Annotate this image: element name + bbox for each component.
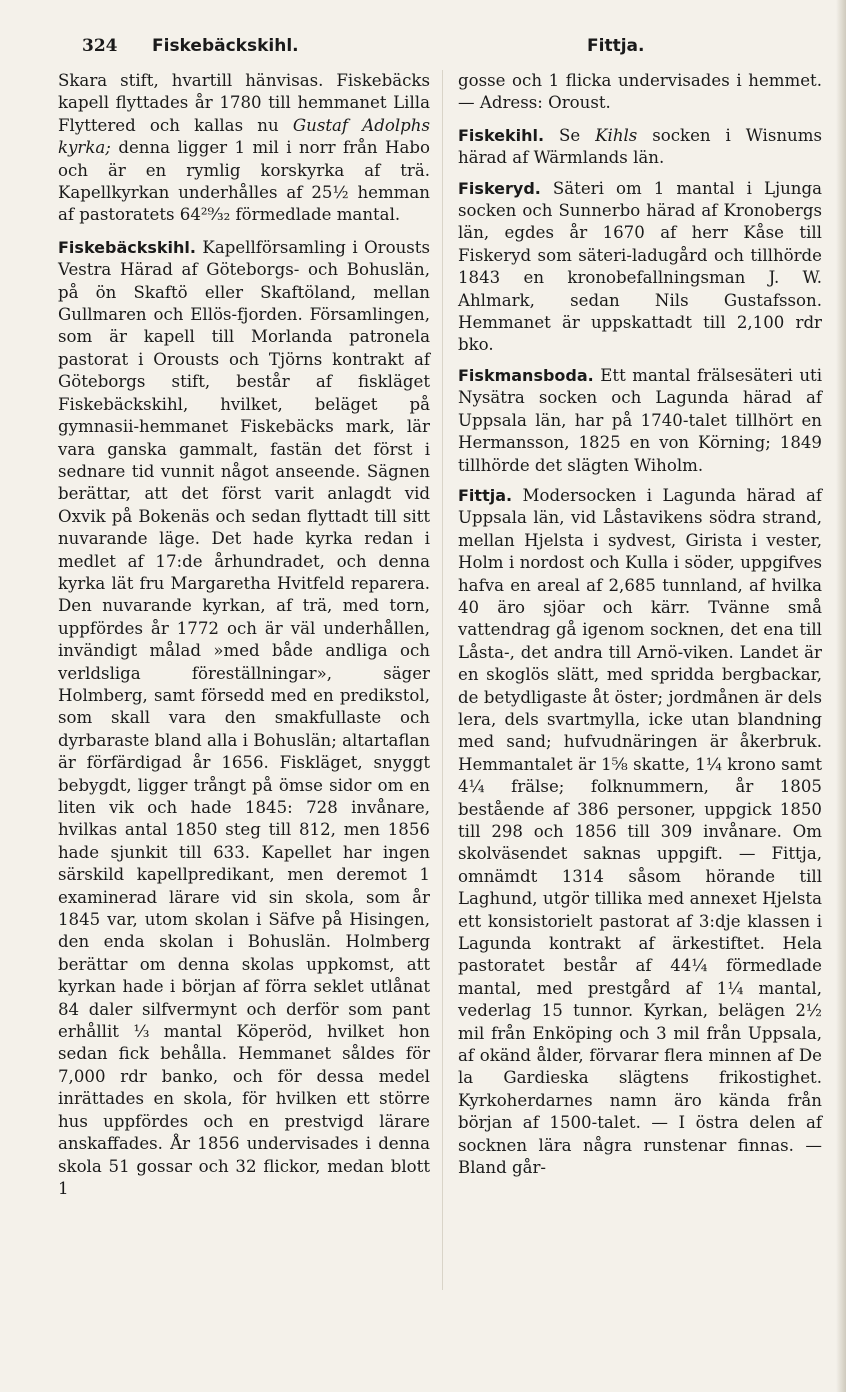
continued-paragraph: gosse och 1 flicka undervisades i hemmet. — Adress: Oroust. — [458, 71, 822, 113]
church-name: Gustaf Adolphs kyrka; — [58, 115, 430, 158]
page-edge-shadow — [836, 0, 846, 1392]
entry-headword: Fiskeryd. — [458, 178, 541, 198]
entry-body: Kapellförsamling i Orousts Vestra Härad af Göteborgs- och Bohuslän, på ön Skaftö eller Skaftöland, mellan Gullmaren och Ellös-fjorden. Församlingen, som är kapell till Morlanda patronela pastorat i Orousts och Tjörns kontrakt af Göteborgs stift, består af fiskläget Fiskebäckskihl, hvilket, beläget på gymnasii-hemmanet Fiskebäcks mark, lär vara ganska gammalt, fastän det först i sednare tid vunnit något anseende. Sägnen berättar, att det först varit anlagdt vid Oxvik på Bokenäs och sedan flyttadt till sitt nuvarande läge. Det hade kyrka redan i medlet af 17:de århundradet, och denna kyrka lät fru Margaretha Hvitfeld reparera. Den nuvarande kyrkan, af trä, med torn, uppfördes år 1772 och är väl underhållen, invändigt målad »med både andliga och verldsliga föreställningar», säger Holmberg, samt försedd med en predikstol, som skall vara den smakfullaste och dyrbaraste bland alla i Bohuslän; altartaflan är förfärdigad år 1656. Fiskläget, snyggt bebygdt, ligger trångt på ömse sidor om en liten vik och hade 1845: 728 invånare, hvilkas antal 1850 steg till 812, men 1856 hade sjunkit till 633. Kapellet har ingen särskild kapellpredikant, men deremot 1 examinerad lärare vid sin skola, som år 1845 var, utom skolan i Säfve på Hisingen, den enda skolan i Bohuslän. Holmberg berättar om denna skolas uppkomst, att kyrkan hade i början af förra seklet utlånat 84 daler silfvermynt och derför som pant erhållit ⅓ mantal Köperöd, hvilket hon sedan fick behålla. Hemmanet såldes för 7,000 rdr banko, och för dessa medel inrättades en skola, för hvilken ett större hus uppfördes och en prestvigd lärare anskaffades. År 1856 undervisades i denna skola 51 gossar och 32 flickor, medan blott 1 — [58, 237, 430, 1198]
left-column — [58, 70, 430, 1208]
entry-headword: Fiskmansboda. — [458, 365, 594, 385]
column-divider — [442, 70, 443, 1290]
entry-body: Modersocken i Lagunda härad af Uppsala län, vid Låstavikens södra strand, mellan Hjelsta i sydvest, Girista i vester, Holm i nordost och Kulla i söder, uppgifves hafva en areal af 2,685 tunnland, af hvilka 40 äro sjöar och kärr. Tvänne små vattendrag gå igenom socknen, det ena till Låsta-, det andra till Arnö-viken. Landet är en skoglös slätt, med spridda bergbackar, de betydligaste åt öster; jordmånen är dels lera, dels svartmylla, icke utan blandning med sand; hufvudnäringen är åkerbruk. Hemmantalet är 1⅝ skatte, 1¼ krono samt 4¼ frälse; folknummern, år 1805 bestående af 386 personer, uppgick 1850 till 298 och 1856 till 309 invånare. Om skolväsendet saknas uppgift. — Fittja, omnämdt 1314 såsom hörande till Laghund, utgör tillika med annexet Hjelsta ett konsistorielt pastorat af 3:dje klassen i Lagunda kontrakt af ärkestiftet. Hela pastoratet består af 44¼ förmedlade mantal, med prestgård af 1¼ mantal, vederlag 15 tunnor. Kyrkan, belägen 2½ mil från Enköping och 3 mil från Uppsala, af okänd ålder, förvarar flera minnen af De la Gardieska slägtens frikostighet. Kyrkoherdarnes namn äro kända från början af 1500-talet. — I östra delen af socknen lära några runstenar finnas. — Bland går- — [458, 485, 822, 1178]
running-head-left: Fiskebäckskihl. — [152, 36, 299, 56]
page-number: 324 — [82, 36, 118, 56]
continued-paragraph: Skara stift, hvartill hänvisas. Fiskebäcks kapell flyttades år 1780 till hemmanet Lilla Flyttered och kallas nu Gustaf Adolphs kyrka; denna ligger 1 mil i norr från Habo och är en rymlig korskyrka af trä. Kapellkyrkan underhålles af 25½ hemman af pastoratets 64²⁹⁄₃₂ förmedlade mantal. — [58, 71, 430, 225]
entry-fiskmansboda — [458, 365, 822, 477]
entry-body: Ett mantal frälsesäteri uti Nysätra socken och Lagunda härad af Uppsala län, har på 1740-talet tillhört en Hermansson, 1825 en von Körning; 1849 tillhörde det slägten Wiholm. — [458, 365, 822, 475]
right-column — [458, 70, 822, 1188]
entry-fiskebackskihl — [58, 237, 430, 1200]
cross-reference: Kihls — [595, 125, 638, 145]
entry-body: Säteri om 1 mantal i Ljunga socken och Sunnerbo härad af Kronobergs län, egdes år 1670 af herr Kåse till Fiskeryd som säteri-ladugård och tillhörde 1843 en kronobefallningsman J. W. Ahlmark, sedan Nils Gustafsson. Hemmanet är uppskattadt till 2,100 rdr bko. — [458, 178, 822, 355]
entry-fiskekihl: Fiskekihl. Se Kihls socken i Wisnums härad af Wärmlands län. — [458, 125, 822, 168]
entry-body: socken i Wisnums härad af Wärmlands län. — [458, 125, 822, 168]
entry-headword: Fittja. — [458, 485, 513, 505]
entry-fiskeryd — [458, 178, 822, 357]
entry-headword: Fiskekihl. — [458, 125, 545, 145]
running-head-right: Fittja. — [587, 36, 645, 56]
entry-headword: Fiskebäckskihl. — [58, 237, 196, 257]
page-header — [60, 36, 826, 62]
entry-fittja — [458, 485, 822, 1180]
